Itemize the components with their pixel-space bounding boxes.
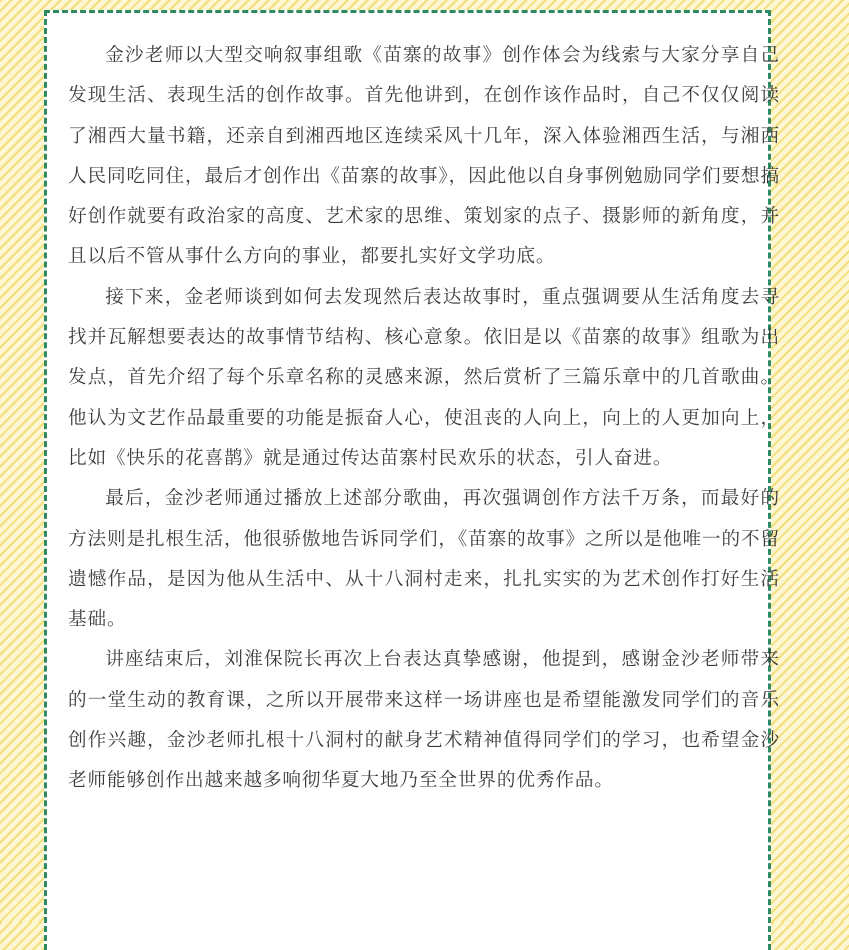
article-body	[68, 36, 780, 802]
paragraph-1: 金沙老师以大型交响叙事组歌《苗寨的故事》创作体会为线索与大家分享自己发现生活、表现生活的创作故事。首先他讲到，在创作该作品时，自己不仅仅阅读了湘西大量书籍，还亲自到湘西地区连续采风十几年，深入体验湘西生活，与湘西人民同吃同住，最后才创作出《苗寨的故事》，因此他以自身事例勉励同学们要想搞好创作就要有政治家的高度、艺术家的思维、策划家的点子、摄影师的新角度，并且以后不管从事什么方向的事业，都要扎实好文学功底。	[68, 45, 780, 268]
paragraph-4: 讲座结束后，刘淮保院长再次上台表达真挚感谢，他提到，感谢金沙老师带来的一堂生动的教育课，之所以开展带来这样一场讲座也是希望能激发同学们的音乐创作兴趣，金沙老师扎根十八洞村的献身艺术精神值得同学们的学习，也希望金沙老师能够创作出越来越多响彻华夏大地乃至全世界的优秀作品。	[68, 649, 780, 792]
paragraph-2: 接下来，金老师谈到如何去发现然后表达故事时，重点强调要从生活角度去寻找并瓦解想要表达的故事情节结构、核心意象。依旧是以《苗寨的故事》组歌为出发点，首先介绍了每个乐章名称的灵感来源，然后赏析了三篇乐章中的几首歌曲。他认为文艺作品最重要的功能是振奋人心，使沮丧的人向上，向上的人更加向上，比如《快乐的花喜鹊》就是通过传达苗寨村民欢乐的状态，引人奋进。	[68, 286, 780, 469]
paragraph-3: 最后，金沙老师通过播放上述部分歌曲，再次强调创作方法千万条，而最好的方法则是扎根生活，他很骄傲地告诉同学们，《苗寨的故事》之所以是他唯一的不留遗憾作品，是因为他从生活中、从十八洞村走来，扎扎实实的为艺术创作打好生活基础。	[68, 488, 780, 631]
